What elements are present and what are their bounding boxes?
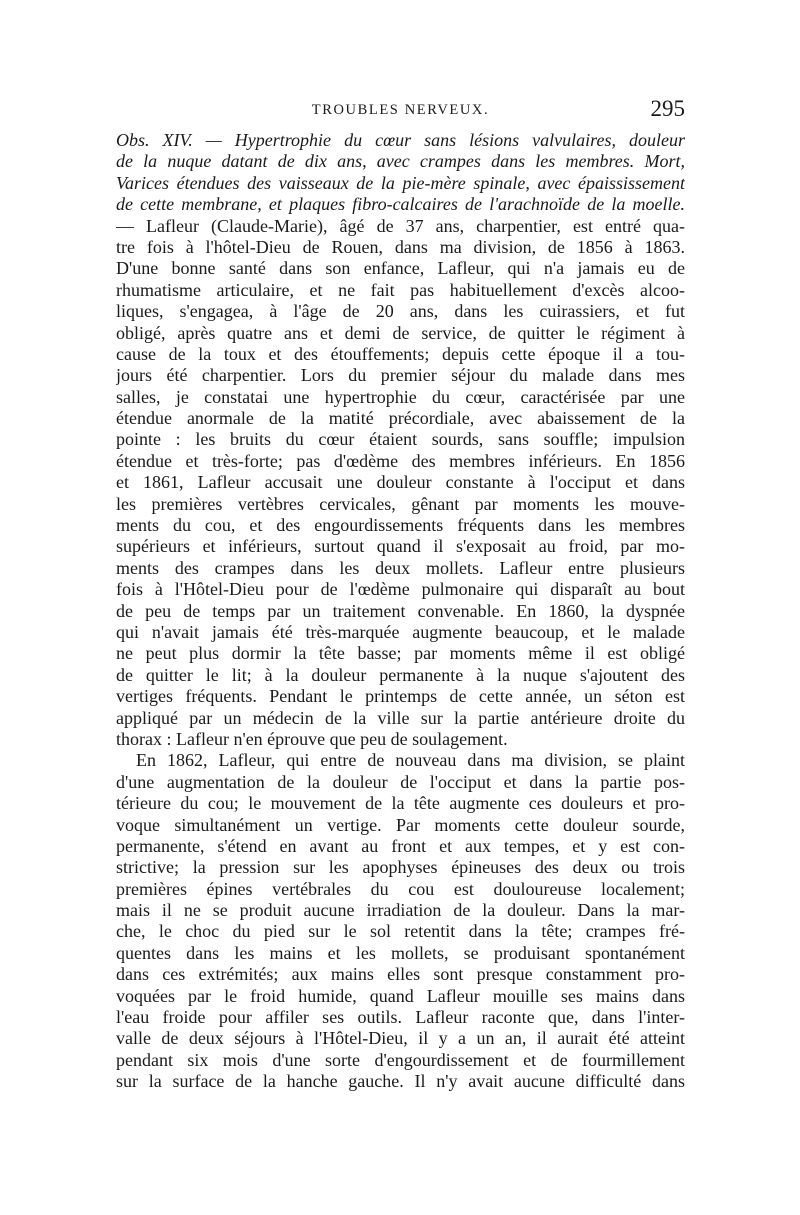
text-line: thorax : Lafleur n'en éprouve que peu de soulagement. — [116, 728, 508, 749]
text-line: jours été charpentier. Lors du premier séjour du malade dans mes — [116, 365, 685, 386]
text-line: valle de deux séjours à l'Hôtel-Dieu, il y a un an, il aurait été atteint — [116, 1028, 685, 1049]
text-line: En 1862, Lafleur, qui entre de nouveau dans ma division, se plaint — [136, 750, 685, 771]
text-line: tre fois à l'hôtel-Dieu de Rouen, dans ma division, de 1856 à 1863. — [116, 236, 685, 257]
text-line: étendue anormale de la matité précordiale, avec abaissement de la — [116, 408, 685, 429]
text-line: térieure du cou; le mouvement de la tête augmente ces douleurs et pro- — [116, 793, 685, 814]
text-line: rhumatisme articulaire, et ne fait pas habituellement d'excès alcoo- — [116, 279, 685, 300]
text-line: les premières vertèbres cervicales, gênant par moments les mouve- — [116, 493, 685, 514]
text-line: voque simultanément un vertige. Par moments cette douleur sourde, — [116, 814, 685, 835]
text-line: cause de la toux et des étouffements; depuis cette époque il a tou- — [116, 343, 685, 364]
running-head — [116, 96, 685, 130]
text-line: supérieurs et inférieurs, surtout quand il s'exposait au froid, par mo- — [116, 536, 685, 557]
text-line: ments du cou, et des engourdissements fréquents dans les membres — [116, 515, 685, 536]
text-line: de la nuque datant de dix ans, avec crampes dans les membres. Mort, — [116, 151, 685, 172]
text-line: mais il ne se produit aucune irradiation de la douleur. Dans la mar- — [116, 900, 685, 921]
page-number: 295 — [650, 96, 685, 121]
text-line: permanente, s'étend en avant au front et aux tempes, et y est con- — [116, 835, 685, 856]
text-line: salles, je constatai une hypertrophie du cœur, caractérisée par une — [116, 386, 685, 407]
text-line: pendant six mois d'une sorte d'engourdissement et de fourmillement — [116, 1049, 685, 1070]
text-line: d'une augmentation de la douleur de l'occiput et dans la partie pos- — [116, 771, 685, 792]
text-line: et 1861, Lafleur accusait une douleur constante à l'occiput et dans — [116, 472, 685, 493]
text-line: Varices étendues des vaisseaux de la pie-mère spinale, avec épaississement — [116, 172, 685, 193]
text-line: pointe : les bruits du cœur étaient sourds, sans souffle; impulsion — [116, 429, 685, 450]
text-line: de cette membrane, et plaques fibro-calcaires de l'arachnoïde de la moelle. — [116, 194, 685, 215]
text-line: Obs. XIV. — Hypertrophie du cœur sans lésions valvulaires, douleur — [116, 130, 685, 150]
text-line: — Lafleur (Claude-Marie), âgé de 37 ans, charpentier, est entré qua- — [116, 215, 685, 236]
text-line: l'eau froide pour affiler ses outils. Lafleur raconte que, dans l'inter- — [116, 1007, 685, 1028]
text-line: obligé, après quatre ans et demi de service, de quitter le régiment à — [116, 322, 685, 343]
text-line: voquées par le froid humide, quand Lafleur mouille ses mains dans — [116, 985, 685, 1006]
text-line: de peu de temps par un traitement convenable. En 1860, la dyspnée — [116, 600, 685, 621]
text-line: de quitter le lit; à la douleur permanente à la nuque s'ajoutent des — [116, 664, 685, 685]
text-line: ments des crampes dans les deux mollets. Lafleur entre plusieurs — [116, 557, 685, 578]
text-line: D'une bonne santé dans son enfance, Lafleur, qui n'a jamais eu de — [116, 258, 685, 279]
text-line: dans ces extrémités; aux mains elles sont presque constamment pro- — [116, 964, 685, 985]
text-line: sur la surface de la hanche gauche. Il n'y avait aucune difficulté dans — [116, 1071, 685, 1092]
text-line: liques, s'engagea, à l'âge de 20 ans, dans les cuirassiers, et fut — [116, 301, 685, 322]
text-line: ne peut plus dormir la tête basse; par moments même il est obligé — [116, 643, 685, 664]
text-line: appliqué par un médecin de la ville sur la partie antérieure droite du — [116, 707, 685, 728]
text-line: qui n'avait jamais été très-marquée augmente beaucoup, et le malade — [116, 621, 685, 642]
text-line: vertiges fréquents. Pendant le printemps de cette année, un séton est — [116, 686, 685, 707]
text-line: premières épines vertébrales du cou est douloureuse localement; — [116, 878, 685, 899]
text-line: étendue et très-forte; pas d'œdème des membres inférieurs. En 1856 — [116, 450, 685, 471]
text-line: fois à l'Hôtel-Dieu pour de l'œdème pulmonaire qui disparaît au bout — [116, 579, 685, 600]
running-title: TROUBLES NERVEUX. — [311, 102, 490, 118]
text-line: che, le choc du pied sur le sol retentit dans la tête; crampes fré- — [116, 921, 685, 942]
text-line: strictive; la pression sur les apophyses épineuses des deux ou trois — [116, 857, 685, 878]
text-line: quentes dans les mains et les mollets, se produisant spontanément — [116, 942, 685, 963]
body-text — [116, 130, 685, 1093]
